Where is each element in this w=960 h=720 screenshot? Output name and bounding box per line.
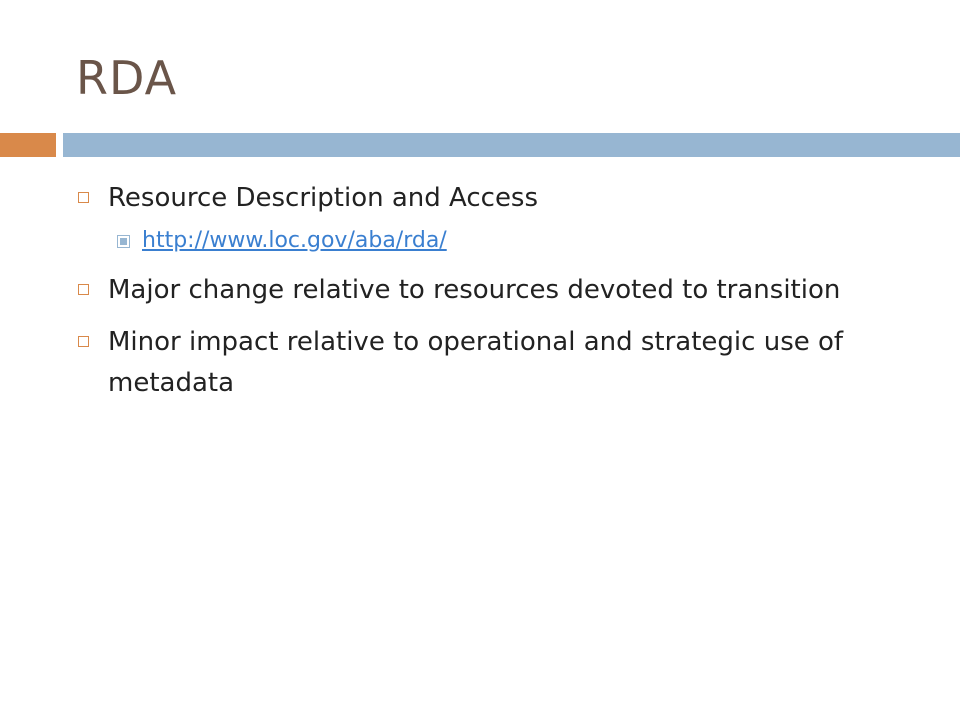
rda-link[interactable]: http://www.loc.gov/aba/rda/: [142, 228, 447, 253]
bullet-text: Resource Description and Access: [108, 183, 539, 213]
title-rule-accent: [0, 133, 56, 157]
title-rule-bar: [63, 133, 960, 157]
bullet-item: [76, 178, 896, 219]
hollow-square-bullet-icon: [78, 336, 89, 347]
hollow-square-bullet-icon: [78, 192, 89, 203]
hollow-square-bullet-icon: [78, 284, 89, 295]
bullet-item: [76, 270, 896, 311]
bullet-text: Minor impact relative to operational and strategic use of metadata: [108, 327, 844, 398]
bullet-text: Major change relative to resources devoted to transition: [108, 275, 841, 305]
slide-content: [76, 178, 896, 415]
bullet-item: [76, 322, 896, 404]
slide-title: RDA: [76, 51, 178, 105]
filled-square-bullet-icon: [118, 236, 129, 247]
sub-bullet-item: [118, 226, 896, 256]
